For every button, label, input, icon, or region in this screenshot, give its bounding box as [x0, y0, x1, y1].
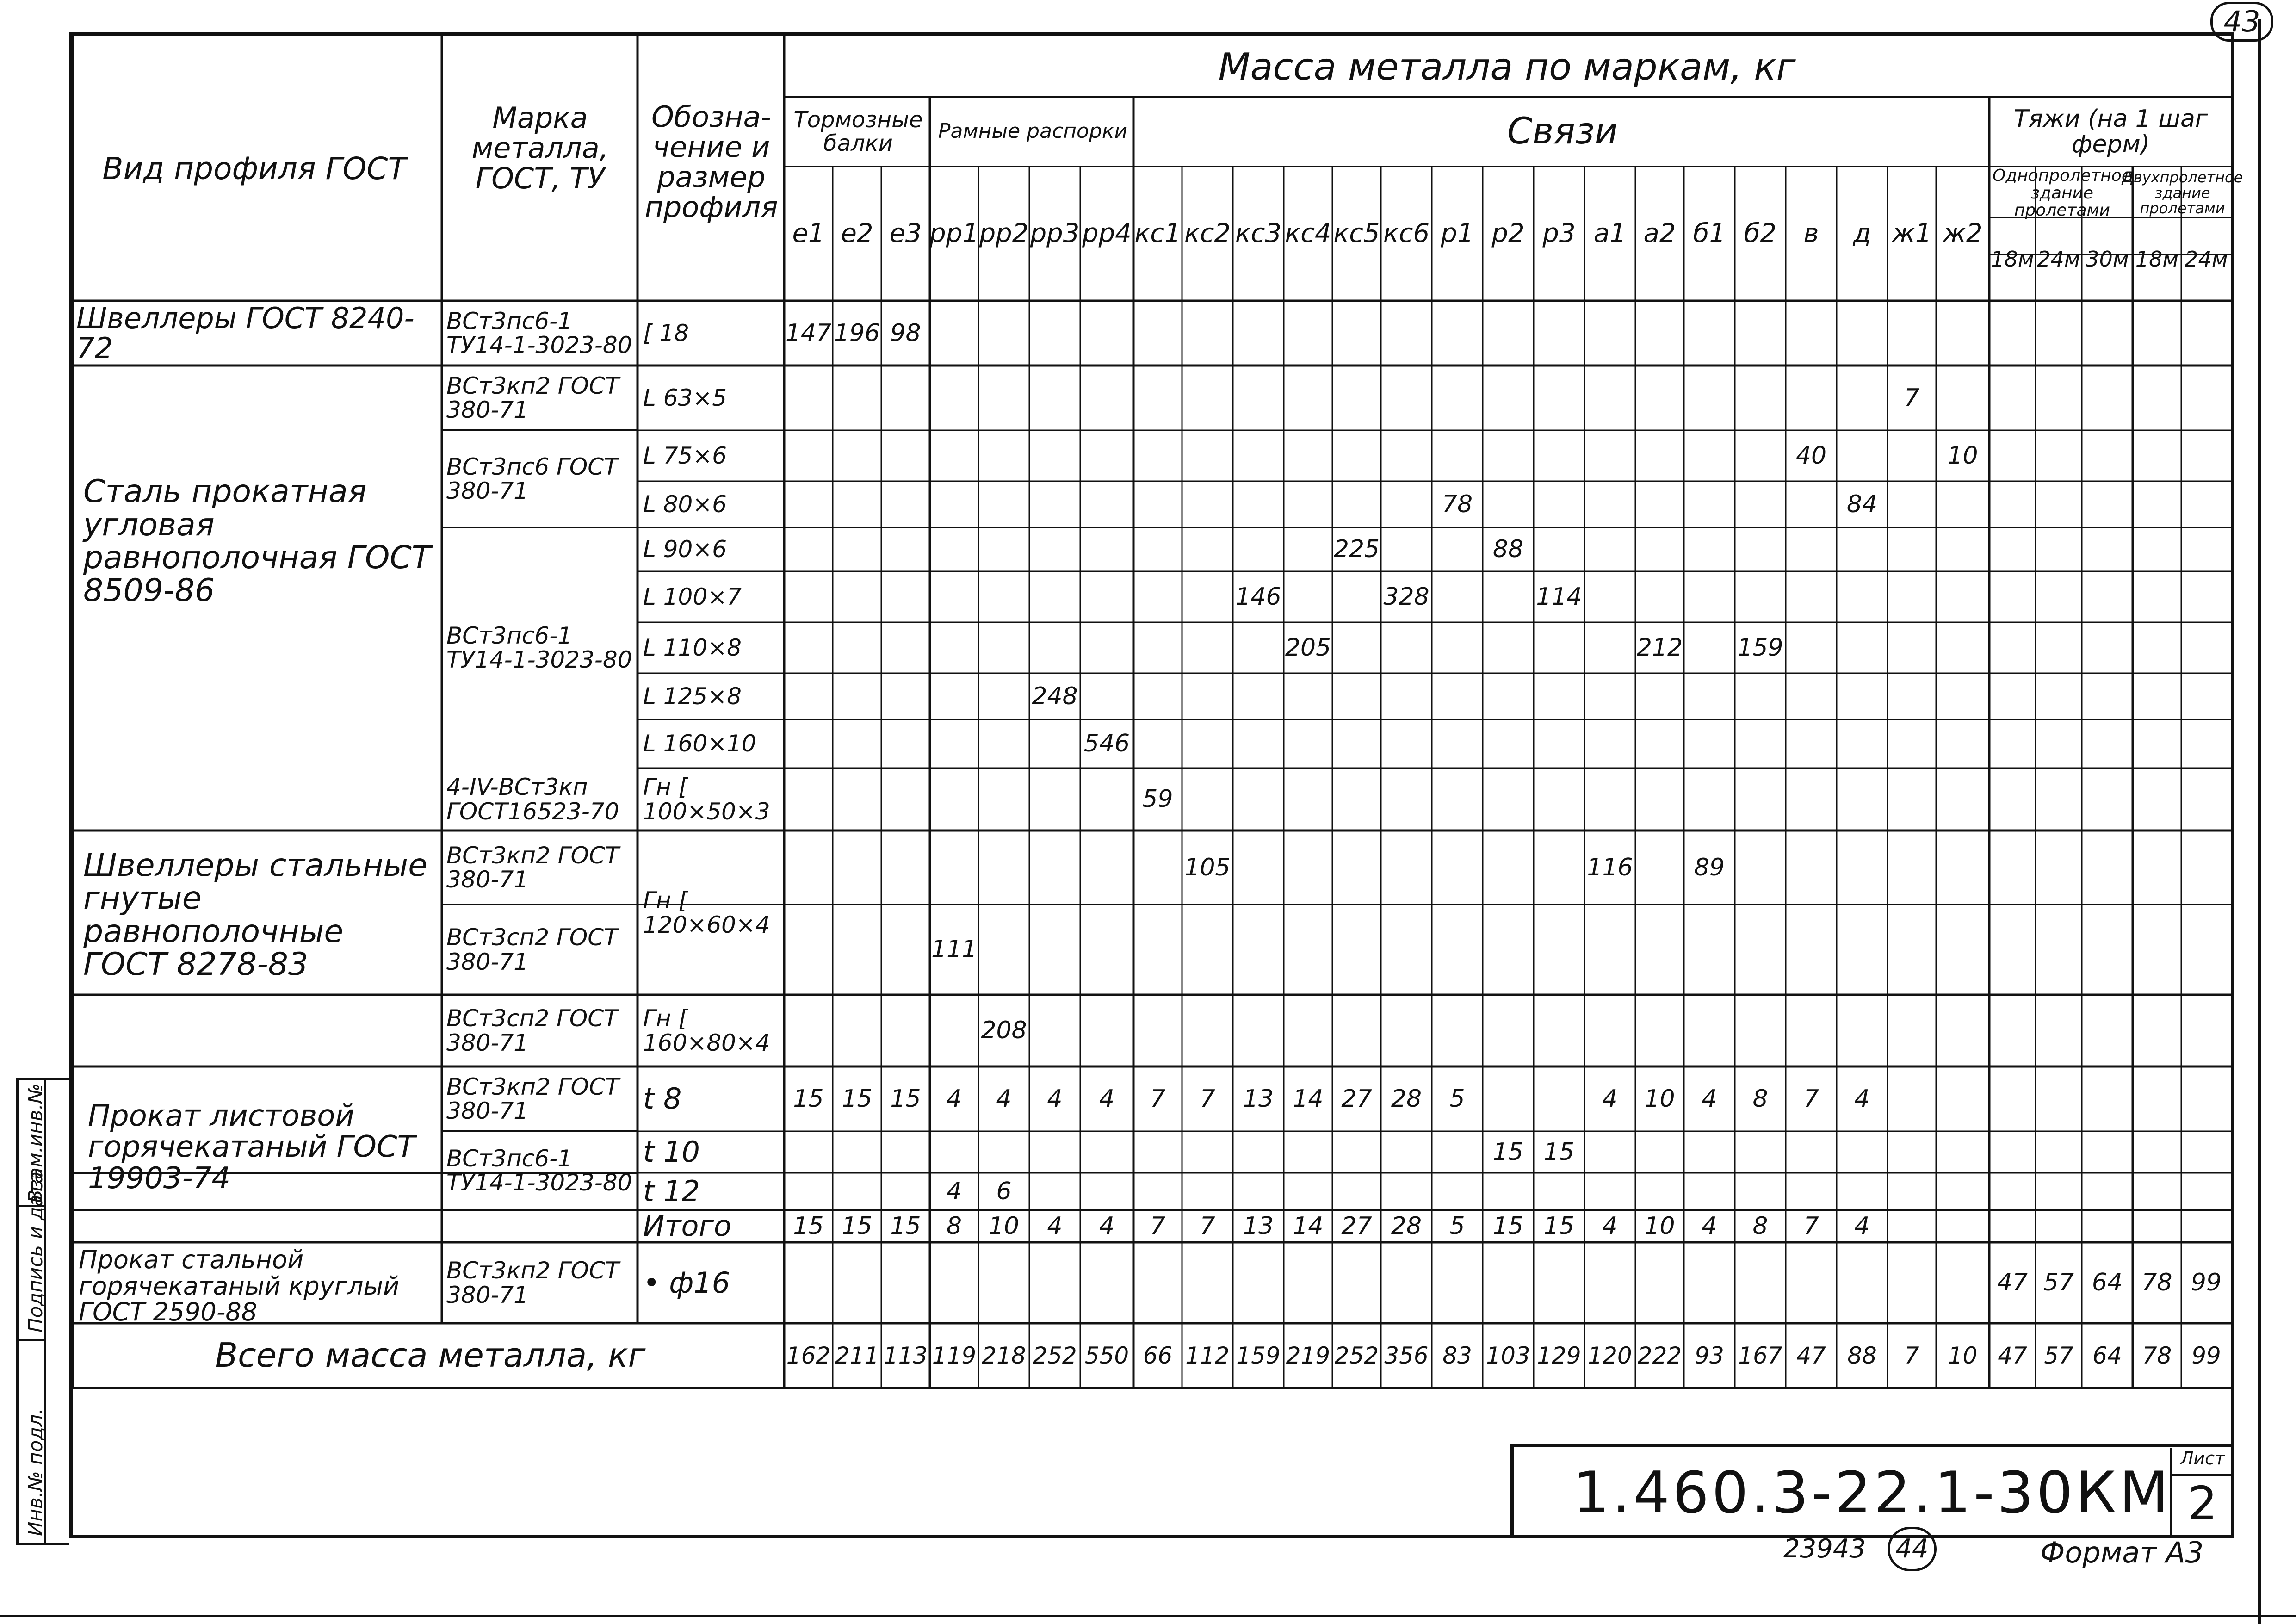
- total-value-27: 78: [2142, 1342, 2172, 1369]
- total-value-1: 211: [835, 1342, 879, 1369]
- cell-value: 27: [1341, 1085, 1372, 1113]
- grade-label-2: ВСт3пс6 ГОСТ 380-71: [446, 453, 618, 504]
- profile-label-15: Итого: [643, 1209, 731, 1243]
- header-mark-11: кс5: [1333, 218, 1380, 248]
- cell-value: 111: [931, 936, 978, 964]
- header-mark-21: д: [1853, 218, 1871, 248]
- cell-value: 40: [1795, 441, 1827, 470]
- sheet-number: 2: [2188, 1476, 2217, 1531]
- cell-value: 10: [1644, 1212, 1675, 1240]
- cell-value: 4: [1602, 1212, 1618, 1240]
- profile-label-10: Гн [ 120×60×4: [643, 887, 770, 938]
- grade-label-7: ВСт3сп2 ГОСТ 380-71: [446, 1005, 618, 1056]
- header-span-1: 24м: [2037, 246, 2080, 272]
- cell-value: 212: [1636, 633, 1683, 662]
- cell-value: 14: [1293, 1212, 1324, 1240]
- header-mark-23: ж2: [1943, 218, 1983, 248]
- header-profile-type: Вид профиля ГОСТ: [102, 151, 407, 187]
- cell-value: 78: [2141, 1269, 2172, 1297]
- header-mass-title: Масса металла по маркам, кг: [1218, 45, 1796, 88]
- cell-value: 47: [1997, 1269, 2028, 1297]
- grade-label-5: ВСт3кп2 ГОСТ 380-71: [446, 842, 619, 893]
- cell-value: 5: [1449, 1212, 1465, 1240]
- cell-value: 7: [1803, 1085, 1819, 1113]
- header-mark-1: е2: [841, 218, 873, 248]
- cell-value: 546: [1083, 730, 1130, 758]
- cell-value: 4: [1047, 1212, 1063, 1240]
- total-value-12: 356: [1384, 1342, 1429, 1369]
- cell-value: 88: [1492, 535, 1524, 564]
- total-value-7: 66: [1143, 1342, 1173, 1369]
- cell-value: 59: [1142, 785, 1173, 813]
- profile-label-8: L 160×10: [643, 730, 756, 757]
- header-mark-19: б2: [1744, 218, 1777, 248]
- total-value-22: 7: [1904, 1342, 1919, 1369]
- profile-label-16: • ф16: [643, 1265, 730, 1300]
- header-mark-4: рр2: [979, 218, 1029, 248]
- cell-value: 7: [1200, 1085, 1215, 1113]
- header-span-4: 24м: [2185, 246, 2228, 272]
- group-label-3: Прокат листовой горячекатаный ГОСТ 19903-74: [88, 1099, 415, 1196]
- cell-value: 7: [1803, 1212, 1819, 1240]
- side-label-replacement: Взам.инв.№: [24, 1083, 47, 1203]
- cell-value: 114: [1536, 583, 1582, 611]
- cell-value: 15: [890, 1212, 921, 1240]
- profile-label-0: [ 18: [643, 319, 689, 347]
- total-value-8: 112: [1185, 1342, 1230, 1369]
- header-designation: Обозна- чение и размер профиля: [644, 99, 778, 224]
- group-label-0: Швеллеры ГОСТ 8240-72: [76, 301, 415, 365]
- cell-value: 4: [1854, 1085, 1870, 1113]
- cell-value: 8: [946, 1212, 962, 1240]
- header-brake-beams: Тормозные балки: [793, 107, 923, 156]
- cell-value: 15: [842, 1085, 873, 1113]
- header-mark-18: б1: [1693, 218, 1726, 248]
- cell-value: 10: [1947, 441, 1978, 470]
- cell-value: 4: [1602, 1085, 1618, 1113]
- grade-label-1: ВСт3кп2 ГОСТ 380-71: [446, 372, 619, 423]
- cell-value: 225: [1333, 535, 1380, 564]
- profile-label-5: L 100×7: [643, 583, 742, 610]
- header-mark-3: рр1: [929, 218, 979, 248]
- total-value-26: 64: [2092, 1342, 2122, 1369]
- total-label: Всего масса металла, кг: [215, 1336, 646, 1375]
- cell-value: 4: [996, 1085, 1012, 1113]
- total-value-18: 93: [1695, 1342, 1724, 1369]
- header-span-2: 30м: [2086, 246, 2129, 272]
- total-value-13: 83: [1442, 1342, 1472, 1369]
- grade-label-3: ВСт3пс6-1 ТУ14-1-3023-80: [446, 622, 632, 673]
- header-mark-5: рр3: [1030, 218, 1080, 248]
- grade-label-4: 4-IV-ВСт3кп ГОСТ16523-70: [446, 774, 619, 825]
- cell-value: 84: [1846, 490, 1878, 518]
- cell-value: 89: [1694, 853, 1725, 881]
- header-mark-10: кс4: [1285, 218, 1331, 248]
- grade-label-0: ВСт3пс6-1 ТУ14-1-3023-80: [446, 307, 632, 359]
- profile-label-14: t 12: [643, 1174, 700, 1209]
- profile-label-4: L 90×6: [643, 536, 727, 563]
- page-number: 43: [2210, 2, 2273, 42]
- side-label-signature: Подпись и дата: [24, 1172, 47, 1333]
- header-mark-6: рр4: [1082, 218, 1132, 248]
- cell-value: 15: [890, 1085, 921, 1113]
- cell-value: 99: [2191, 1269, 2222, 1297]
- cell-value: 15: [1492, 1212, 1524, 1240]
- header-mark-15: р3: [1542, 218, 1576, 248]
- cell-value: 28: [1391, 1085, 1422, 1113]
- cell-value: 15: [1492, 1138, 1524, 1166]
- header-mark-0: е1: [792, 218, 825, 248]
- cell-value: 15: [842, 1212, 873, 1240]
- header-mark-13: р1: [1441, 218, 1474, 248]
- cell-value: 15: [1543, 1212, 1575, 1240]
- cell-value: 4: [946, 1085, 962, 1113]
- total-value-17: 222: [1637, 1342, 1682, 1369]
- profile-label-2: L 75×6: [643, 442, 727, 469]
- cell-value: 10: [1644, 1085, 1675, 1113]
- cell-value: 4: [946, 1177, 962, 1205]
- header-mark-2: е3: [889, 218, 922, 248]
- total-value-11: 252: [1334, 1342, 1379, 1369]
- cell-value: 4: [1099, 1212, 1115, 1240]
- profile-label-13: t 10: [643, 1135, 700, 1169]
- total-value-5: 252: [1033, 1342, 1077, 1369]
- cell-value: 28: [1391, 1212, 1422, 1240]
- total-value-9: 159: [1236, 1342, 1281, 1369]
- header-mark-8: кс2: [1184, 218, 1231, 248]
- cell-value: 78: [1442, 490, 1473, 518]
- cell-value: 105: [1184, 853, 1231, 881]
- cell-value: 98: [890, 319, 921, 347]
- total-value-20: 47: [1796, 1342, 1826, 1369]
- cell-value: 4: [1702, 1085, 1717, 1113]
- profile-label-3: L 80×6: [643, 490, 727, 518]
- total-value-16: 120: [1588, 1342, 1632, 1369]
- header-rods: Тяжи (на 1 шаг ферм): [2013, 105, 2208, 158]
- total-value-14: 103: [1486, 1342, 1530, 1369]
- sheet-label: Лист: [2180, 1448, 2225, 1469]
- header-span-3: 18м: [2135, 246, 2179, 272]
- grade-label-10: ВСт3кп2 ГОСТ 380-71: [446, 1257, 619, 1308]
- cell-value: 116: [1587, 853, 1633, 881]
- cell-value: 15: [1543, 1138, 1575, 1166]
- header-mark-7: кс1: [1134, 218, 1181, 248]
- cell-value: 15: [793, 1085, 824, 1113]
- profile-label-9: Гн [ 100×50×3: [643, 774, 770, 825]
- footer-number: 23943: [1783, 1534, 1866, 1564]
- cell-value: 196: [834, 319, 880, 347]
- cell-value: 4: [1099, 1085, 1115, 1113]
- total-value-0: 162: [786, 1342, 831, 1369]
- cell-value: 159: [1737, 633, 1783, 662]
- total-value-28: 99: [2191, 1342, 2221, 1369]
- total-value-19: 167: [1738, 1342, 1782, 1369]
- profile-label-7: L 125×8: [643, 682, 742, 710]
- grade-label-6: ВСт3сп2 ГОСТ 380-71: [446, 924, 618, 975]
- cell-value: 328: [1383, 583, 1430, 611]
- total-value-3: 119: [932, 1342, 977, 1369]
- cell-value: 205: [1285, 633, 1331, 662]
- cell-value: 13: [1243, 1212, 1274, 1240]
- cell-value: 27: [1341, 1212, 1372, 1240]
- cell-value: 7: [1150, 1085, 1166, 1113]
- header-mark-22: ж1: [1892, 218, 1932, 248]
- cell-value: 64: [2092, 1269, 2123, 1297]
- cell-value: 6: [996, 1177, 1012, 1205]
- cell-value: 146: [1235, 583, 1281, 611]
- header-single-span: Однопролетное здание пролетами: [1992, 166, 2132, 220]
- cell-value: 8: [1752, 1085, 1768, 1113]
- cell-value: 57: [2043, 1269, 2074, 1297]
- grade-label-9: ВСт3пс6-1 ТУ14-1-3023-80: [446, 1145, 632, 1196]
- total-value-10: 219: [1286, 1342, 1331, 1369]
- header-mark-16: а1: [1594, 218, 1626, 248]
- grade-label-8: ВСт3кп2 ГОСТ 380-71: [446, 1073, 619, 1124]
- format-label: Формат А3: [2040, 1536, 2204, 1569]
- group-label-2: Швеллеры стальные гнутые равнополочные ГОСТ 8278-83: [83, 847, 428, 983]
- total-value-21: 88: [1847, 1342, 1877, 1369]
- cell-value: 8: [1752, 1212, 1768, 1240]
- cell-value: 7: [1150, 1212, 1166, 1240]
- total-value-2: 113: [883, 1342, 928, 1369]
- header-mark-9: кс3: [1235, 218, 1282, 248]
- cell-value: 208: [981, 1017, 1027, 1045]
- cell-value: 147: [785, 319, 832, 347]
- total-value-24: 47: [1998, 1342, 2027, 1369]
- group-label-4: Прокат стальной горячекатаный круглый ГОСТ 2590-88: [79, 1245, 400, 1327]
- profile-label-11: Гн [ 160×80×4: [643, 1005, 770, 1056]
- total-value-6: 550: [1084, 1342, 1129, 1369]
- cell-value: 4: [1854, 1212, 1870, 1240]
- total-value-4: 218: [982, 1342, 1026, 1369]
- cell-value: 13: [1243, 1085, 1274, 1113]
- bottom-trim-line: [0, 1615, 2296, 1617]
- total-value-23: 10: [1948, 1342, 1978, 1369]
- profile-label-1: L 63×5: [643, 384, 727, 411]
- cell-value: 14: [1293, 1085, 1324, 1113]
- cell-value: 5: [1449, 1085, 1465, 1113]
- cell-value: 248: [1032, 682, 1078, 710]
- cell-value: 7: [1904, 384, 1920, 412]
- header-frame-struts: Рамные распорки: [938, 119, 1128, 143]
- header-ties: Связи: [1507, 110, 1618, 152]
- header-mark-17: а2: [1643, 218, 1676, 248]
- cell-value: 7: [1200, 1212, 1215, 1240]
- cell-value: 15: [793, 1212, 824, 1240]
- header-mark-14: р2: [1491, 218, 1525, 248]
- header-steel-grade: Марка металла, ГОСТ, ТУ: [471, 101, 609, 195]
- total-value-25: 57: [2044, 1342, 2073, 1369]
- footer-circle: 44: [1888, 1527, 1937, 1571]
- cell-value: 4: [1702, 1212, 1717, 1240]
- header-mark-20: в: [1803, 218, 1819, 248]
- cell-value: 10: [988, 1212, 1020, 1240]
- total-value-15: 129: [1537, 1342, 1581, 1369]
- group-label-1: Сталь прокатная угловая равнополочная ГОСТ 8509-86: [83, 473, 431, 609]
- header-mark-12: кс6: [1383, 218, 1430, 248]
- document-code: 1.460.3-22.1-30КМ: [1573, 1460, 2172, 1526]
- header-double-span: Двухпролетное здание пролетами: [2122, 168, 2243, 217]
- cell-value: 4: [1047, 1085, 1063, 1113]
- side-label-inventory: Инв.№ подл.: [24, 1408, 47, 1536]
- profile-label-6: L 110×8: [643, 634, 742, 661]
- header-span-0: 18м: [1991, 246, 2034, 272]
- profile-label-12: t 8: [643, 1082, 682, 1116]
